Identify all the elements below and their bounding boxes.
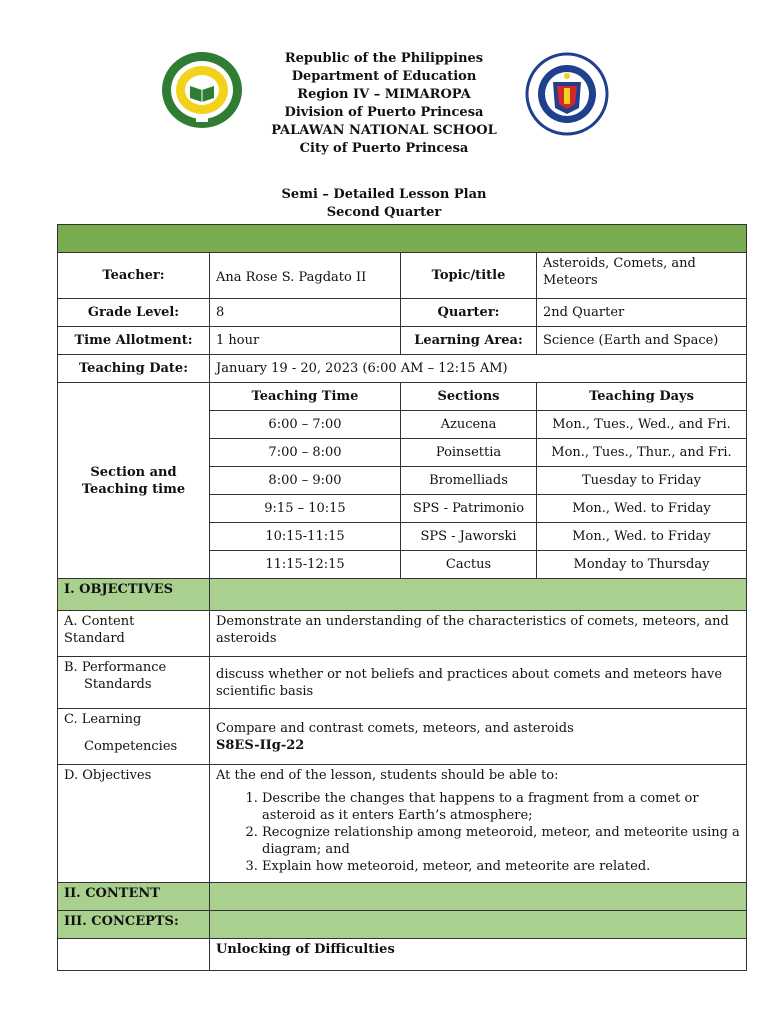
objective-item: 3. Explain how meteoroid, meteor, and meteorite are related. xyxy=(262,858,740,875)
letterhead-line: Department of Education xyxy=(291,69,477,84)
green-banner-row xyxy=(58,225,747,253)
schedule-label: Section and Teaching time xyxy=(58,383,210,579)
objectives-list xyxy=(216,790,740,875)
schedule-days: Mon., Wed. to Friday xyxy=(537,523,747,551)
lesson-plan-table xyxy=(57,224,747,971)
objectives-intro: At the end of the lesson, students should be able to: xyxy=(216,768,559,783)
competencies-label xyxy=(58,709,210,765)
unlocking-empty-cell xyxy=(58,939,210,971)
schedule-time: 6:00 – 7:00 xyxy=(210,411,401,439)
objectives-heading-row xyxy=(58,579,747,611)
letterhead-line: PALAWAN NATIONAL SCHOOL xyxy=(271,123,497,138)
teacher-label: Teacher: xyxy=(58,253,210,299)
date-value: January 19 - 20, 2023 (6:00 AM – 12:15 AM) xyxy=(210,355,747,383)
unlocking-row xyxy=(58,939,747,971)
schedule-time: 11:15-12:15 xyxy=(210,551,401,579)
objectives-heading: I. OBJECTIVES xyxy=(58,579,210,611)
area-value: Science (Earth and Space) xyxy=(537,327,747,355)
schedule-header-row xyxy=(58,383,747,411)
green-banner xyxy=(58,225,747,253)
competencies-row xyxy=(58,709,747,765)
schedule-days: Mon., Wed. to Friday xyxy=(537,495,747,523)
teacher-row xyxy=(58,253,747,299)
plan-quarter: Second Quarter xyxy=(326,205,442,220)
schedule-header: Sections xyxy=(401,383,537,411)
letterhead-line: Division of Puerto Princesa xyxy=(284,105,484,120)
topic-label: Topic/title xyxy=(401,253,537,299)
competencies-text: Compare and contrast comets, meteors, and asteroids xyxy=(216,720,574,736)
content-standard-row xyxy=(58,611,747,657)
objectives-value xyxy=(210,765,747,883)
time-value: 1 hour xyxy=(210,327,401,355)
performance-standard-label-line: B. Performance xyxy=(64,660,167,675)
competencies-value xyxy=(210,709,747,765)
quarter-value: 2nd Quarter xyxy=(537,299,747,327)
letterhead xyxy=(0,50,768,158)
schedule-header: Teaching Days xyxy=(537,383,747,411)
letterhead-line: Republic of the Philippines xyxy=(284,51,484,66)
schedule-days: Tuesday to Friday xyxy=(537,467,747,495)
grade-row xyxy=(58,299,747,327)
schedule-time: 9:15 – 10:15 xyxy=(210,495,401,523)
competencies-code: S8ES-IIg-22 xyxy=(216,737,305,753)
content-heading-fill xyxy=(210,883,747,911)
schedule-section: Azucena xyxy=(401,411,537,439)
content-heading-row xyxy=(58,883,747,911)
letterhead-line: City of Puerto Princesa xyxy=(299,141,469,156)
concepts-heading: III. CONCEPTS: xyxy=(58,911,210,939)
time-row xyxy=(58,327,747,355)
area-label: Learning Area: xyxy=(401,327,537,355)
plan-title-block xyxy=(0,186,768,222)
schedule-days: Mon., Tues., Wed., and Fri. xyxy=(537,411,747,439)
content-standard-label-line: A. Content xyxy=(64,614,135,629)
content-standard-value: Demonstrate an understanding of the characteristics of comets, meteors, and asteroids xyxy=(210,611,747,657)
content-heading: II. CONTENT xyxy=(58,883,210,911)
performance-standard-label-line: Standards xyxy=(84,677,152,692)
teacher-value: Ana Rose S. Pagdato II xyxy=(210,253,401,299)
schedule-section: SPS - Jaworski xyxy=(401,523,537,551)
schedule-time: 7:00 – 8:00 xyxy=(210,439,401,467)
objectives-row xyxy=(58,765,747,883)
performance-standard-row xyxy=(58,657,747,709)
unlocking-heading: Unlocking of Difficulties xyxy=(210,939,747,971)
objectives-label: D. Objectives xyxy=(58,765,210,883)
plan-title: Semi – Detailed Lesson Plan xyxy=(281,187,487,202)
schedule-days: Mon., Tues., Thur., and Fri. xyxy=(537,439,747,467)
objective-item: 2. Recognize relationship among meteoroid, meteor, and meteorite using a diagram; and xyxy=(262,824,740,858)
date-label: Teaching Date: xyxy=(58,355,210,383)
content-standard-label-line: Standard xyxy=(64,631,125,646)
objective-item: 1. Describe the changes that happens to a fragment from a comet or asteroid as it enters Earth’s atmosphere; xyxy=(262,790,740,824)
schedule-time: 10:15-11:15 xyxy=(210,523,401,551)
schedule-header: Teaching Time xyxy=(210,383,401,411)
schedule-section: Poinsettia xyxy=(401,439,537,467)
competencies-label-line: C. Learning xyxy=(64,712,142,727)
concepts-heading-row xyxy=(58,911,747,939)
performance-standard-value: discuss whether or not beliefs and practices about comets and meteors have scientific basis xyxy=(210,657,747,709)
content-standard-label xyxy=(58,611,210,657)
concepts-heading-fill xyxy=(210,911,747,939)
grade-value: 8 xyxy=(210,299,401,327)
quarter-label: Quarter: xyxy=(401,299,537,327)
objectives-heading-fill xyxy=(210,579,747,611)
schedule-time: 8:00 – 9:00 xyxy=(210,467,401,495)
letterhead-line: Region IV – MIMAROPA xyxy=(297,87,471,102)
schedule-days: Monday to Thursday xyxy=(537,551,747,579)
performance-standard-label xyxy=(58,657,210,709)
schedule-section: Cactus xyxy=(401,551,537,579)
date-row xyxy=(58,355,747,383)
schedule-section: Bromelliads xyxy=(401,467,537,495)
grade-label: Grade Level: xyxy=(58,299,210,327)
schedule-section: SPS - Patrimonio xyxy=(401,495,537,523)
topic-value: Asteroids, Comets, and Meteors xyxy=(537,253,747,299)
time-label: Time Allotment: xyxy=(58,327,210,355)
competencies-label-line: Competencies xyxy=(84,739,178,754)
